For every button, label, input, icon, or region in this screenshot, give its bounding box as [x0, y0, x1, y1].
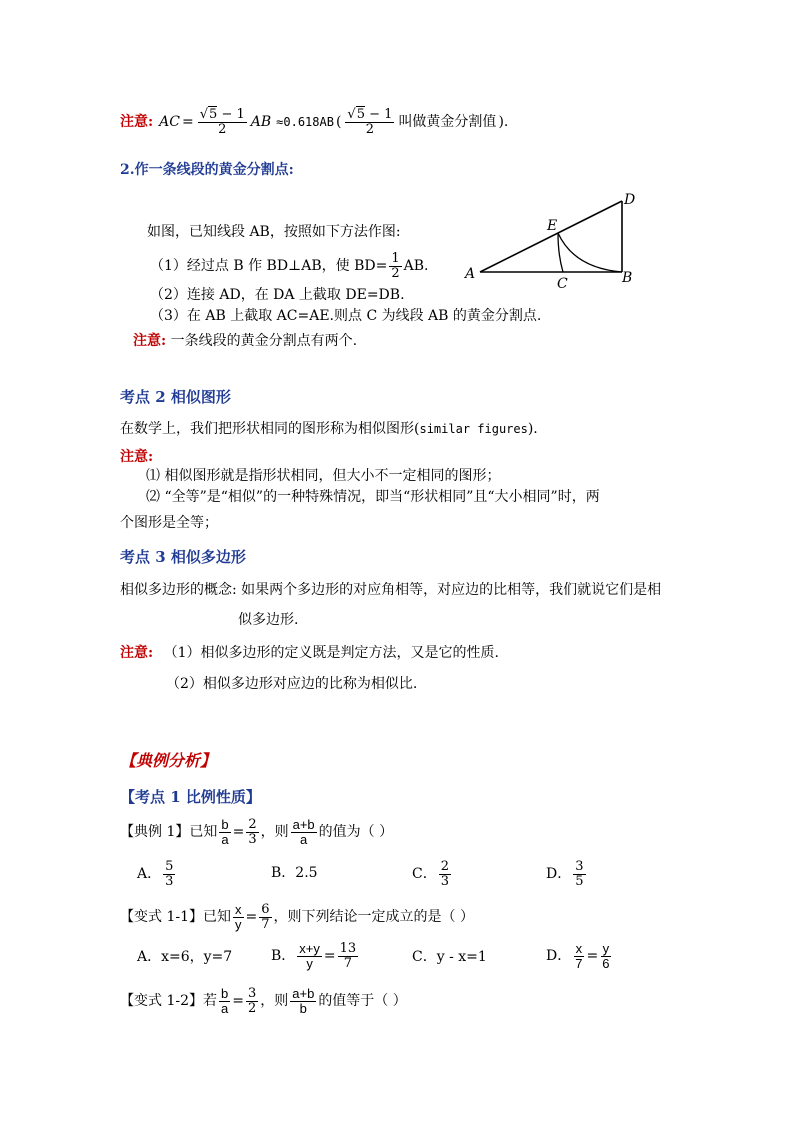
examples-topic: 【考点 1 比例性质】	[120, 788, 261, 806]
approx-value: ≈0.618AB	[276, 115, 334, 130]
kaodian3-definition-cont: 似多边形.	[238, 612, 299, 628]
kaodian2-title: 考点 2 相似图形	[120, 388, 231, 406]
golden-section-figure	[462, 190, 642, 290]
section2-step2: （2）连接 AD，在 DA 上截取 DE=DB.	[150, 287, 405, 303]
label-c: C	[557, 276, 568, 290]
example-1-option-b[interactable]: B．2.5	[271, 865, 318, 881]
section2-step1: （1）经过点 B 作 BD⊥AB，使 BD= $\frac{1}{2}$ AB.	[150, 251, 429, 281]
section2-intro: 如图，已知线段 AB，按照如下方法作图:	[147, 224, 401, 240]
equals: =	[182, 114, 194, 131]
variant-1-1-option-d[interactable]: D． $\frac{x}{7}$ = $\frac{y}{6}$	[546, 941, 610, 971]
golden-value-text: 叫做黄金分割值	[398, 114, 497, 131]
ac-symbol: AC	[159, 114, 180, 131]
segment-ad	[480, 201, 622, 272]
golden-ratio-note: 注意: AC = $\frac{√5 - 1}{2}$ AB ≈0.618AB ( $\frac{√5 - 1}{2}$ 叫做黄金分割值 ).	[120, 107, 509, 137]
golden-fraction: $\frac{√5 - 1}{2}$	[199, 107, 245, 137]
section2-note: 注意: 一条线段的黄金分割点有两个.	[133, 333, 358, 349]
kaodian3-item2: （2）相似多边形对应边的比称为相似比.	[166, 676, 418, 692]
kaodian3-note: 注意: （1）相似多边形的定义既是判定方法，又是它的性质.	[120, 645, 499, 661]
variant-1-1-option-a[interactable]: A．x=6，y=7	[137, 949, 233, 965]
kaodian2-item2: ⑵ “全等”是“相似”的一种特殊情况，即当“形状相同”且“大小相同”时，两	[146, 489, 600, 505]
label-a: A	[465, 266, 476, 282]
example-1-question: 【典例 1】已知 $\frac{b}{a}$ = $\frac{2}{3}$ ，则 $\frac{a+b}{a}$ 的值为（ ）	[120, 817, 394, 847]
variant-1-1-option-b[interactable]: B． $\frac{x+y}{y}$ = $\frac{13}{7}$	[271, 941, 357, 971]
variant-1-1-question: 【变式 1-1】已知 $\frac{x}{y}$ = $\frac{6}{7}$ ，则下列结论一定成立的是（ ）	[120, 902, 474, 932]
kaodian3-title: 考点 3 相似多边形	[120, 548, 246, 566]
example-1-option-d[interactable]: D． $\frac{3}{5}$	[546, 859, 584, 889]
label-b: B	[622, 270, 633, 286]
kaodian3-definition: 相似多边形的概念: 如果两个多边形的对应角相等，对应边的比相等，我们就说它们是相	[120, 582, 662, 598]
variant-1-1-option-c[interactable]: C．y - x=1	[412, 949, 487, 965]
examples-header: 【典例分析】	[120, 751, 217, 770]
half-fraction: $\frac{1}{2}$	[391, 251, 400, 281]
ab-symbol: AB	[250, 114, 272, 131]
note-label: 注意:	[120, 114, 154, 131]
golden-fraction-2: $\frac{√5 - 1}{2}$	[347, 107, 393, 137]
kaodian2-definition: 在数学上，我们把形状相同的图形称为相似图形(similar figures).	[120, 421, 538, 437]
kaodian2-item2-cont: 个图形是全等；	[120, 515, 218, 531]
arc-e-to-b	[558, 233, 622, 272]
example-1-option-c[interactable]: C． $\frac{2}{3}$	[412, 859, 449, 889]
kaodian2-item1: ⑴ 相似图形就是指形状相同，但大小不一定相同的图形；	[146, 468, 501, 484]
section2-title: 2.作一条线段的黄金分割点:	[120, 162, 294, 178]
variant-1-2-question: 【变式 1-2】若 $\frac{b}{a}$ = $\frac{3}{2}$ ，则 $\frac{a+b}{b}$ 的值等于（ ）	[120, 986, 407, 1016]
label-d: D	[624, 192, 636, 208]
label-e: E	[547, 218, 558, 234]
example-1-option-a[interactable]: A． $\frac{5}{3}$	[137, 859, 174, 889]
kaodian2-note-label: 注意:	[120, 449, 154, 465]
section2-step3: （3）在 AB 上截取 AC=AE.则点 C 为线段 AB 的黄金分割点.	[150, 308, 542, 324]
